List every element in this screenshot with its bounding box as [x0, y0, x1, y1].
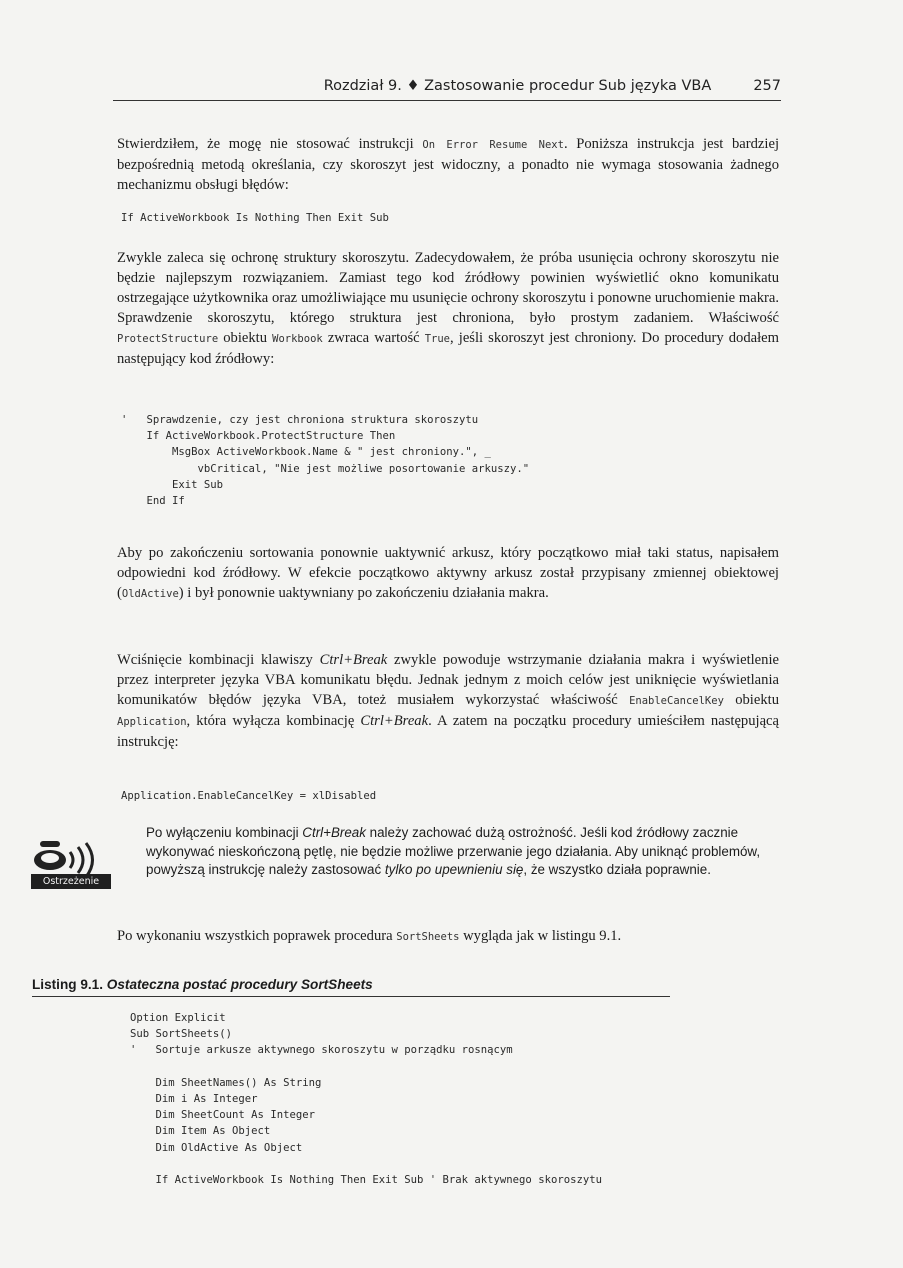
listing-title [32, 977, 672, 992]
code-block-enable-cancel-key: Application.EnableCancelKey = xlDisabled [121, 790, 377, 802]
paragraph-protection [117, 248, 779, 369]
code-block-protect-structure: ' Sprawdzenie, czy jest chroniona struktura skoroszytu If ActiveWorkbook.ProtectStructure Then MsgBox ActiveWorkbook.Name & " jest chroniony.", _ vbCritical, "Nie jest możliwe posortowanie arkuszy." Exit Sub End If [121, 414, 530, 508]
header-rule [113, 100, 781, 101]
inline-code: SortSheets [396, 931, 460, 943]
text: zwykle powoduje wstrzymanie działania makra i wyświetlenie przez interpreter języka VBA komunikatu błędu. Jednak jednym z moich celów jest uniknięcie wyświetlania komunikatów błędów języka VBA, toteż musiałem wykorzystać właściwość [117, 652, 779, 708]
page-number: 257 [753, 78, 781, 94]
inline-code: On Error Resume Next [422, 139, 564, 151]
text: , że wszystko działa poprawnie. [523, 862, 711, 877]
paragraph-ctrl-break [117, 650, 779, 752]
text: Po wykonaniu wszystkich poprawek procedura [117, 928, 397, 944]
code-block-listing: Option Explicit Sub SortSheets() ' Sortuje arkusze aktywnego skoroszytu w porządku rosnącym Dim SheetNames() As String Dim i As Integer Dim SheetCount As Integer Dim Item As Object Dim OldActive As Object If ActiveWorkbook Is Nothing Then Exit Sub ' Brak aktywnego skoroszytu [130, 1012, 602, 1187]
text: wygląda jak w listingu 9.1. [459, 928, 622, 944]
running-header [113, 78, 781, 94]
listing-label: Listing 9.1. [32, 977, 104, 992]
text: , która wyłącza kombinację [186, 713, 361, 729]
text: , jeśli skoroszyt jest chroniony. Do procedury dodałem następujący kod źródłowy: [117, 330, 780, 367]
text: Stwierdziłem, że mogę nie stosować instrukcji [117, 136, 423, 152]
inline-code: ProtectStructure [117, 333, 219, 345]
inline-code: Application [117, 716, 187, 728]
paragraph-error-handling [117, 134, 779, 195]
chapter-title: Rozdział 9. ♦ Zastosowanie procedur Sub języka VBA [323, 78, 712, 94]
text: zwraca wartość [322, 330, 425, 346]
emphasis: tylko po upewnieniu się [384, 862, 524, 877]
keyboard-shortcut: Ctrl+Break [360, 713, 429, 729]
listing-rule [32, 996, 670, 997]
text: . Poniższa instrukcja jest bardziej bezpośrednią metodą określania, czy skoroszyt jest widoczny, a ponadto nie wymaga stosowania żadnego mechanizmu obsługi błędów: [117, 136, 779, 193]
code-block-check-workbook: If ActiveWorkbook Is Nothing Then Exit Sub [121, 212, 389, 224]
inline-code: True [424, 333, 451, 345]
text: obiektu [723, 692, 779, 708]
listing-caption: Ostateczna postać procedury SortSheets [106, 977, 373, 992]
text: Wciśnięcie kombinacji klawiszy [117, 652, 320, 668]
inline-code: Workbook [272, 333, 323, 345]
text: ) i był ponownie uaktywniany po zakończeniu działania makra. [178, 585, 549, 601]
text: należy zachować dużą ostrożność. Jeśli kod źródłowy zacznie wykonywać nieskończoną pętlę, nie będzie możliwe przerwanie jego działania. Aby uniknąć problemów, powyższą instrukcję należy zastosować [146, 825, 761, 877]
keyboard-shortcut: Ctrl+Break [319, 652, 388, 668]
text: Zwykle zaleca się ochronę struktury skoroszytu. Zadecydowałem, że próba usunięcia ochrony skoroszytu nie będzie najlepszym rozwiązaniem. Zamiast tego kod źródłowy powinien wyświetlić okno komunikatu ostrzegające użytkownika oraz umożliwiające mu usunięcie ochrony skoroszytu i ponowne uruchomienie makra. Sprawdzenie skoroszytu, którego struktura jest chroniona, było prostym zadaniem. Właściwość [117, 250, 779, 326]
paragraph-old-active [117, 543, 779, 604]
text: Po wyłączeniu kombinacji [146, 825, 303, 840]
warning-label: Ostrzeżenie [31, 874, 111, 889]
text: . A zatem na początku procedury umieściłem następującą instrukcję: [117, 713, 780, 750]
keyboard-shortcut: Ctrl+Break [302, 825, 366, 840]
text: obiektu [218, 330, 273, 346]
paragraph-final-procedure [117, 926, 779, 947]
inline-code: EnableCancelKey [629, 695, 724, 707]
text: Aby po zakończeniu sortowania ponownie uaktywnić arkusz, który początkowo miał taki status, napisałem odpowiedni kod źródłowy. W efekcie początkowo aktywny arkusz został przypisany zmiennej obiektowej ( [117, 545, 779, 601]
inline-code: OldActive [121, 588, 179, 600]
warning-note [146, 824, 766, 880]
